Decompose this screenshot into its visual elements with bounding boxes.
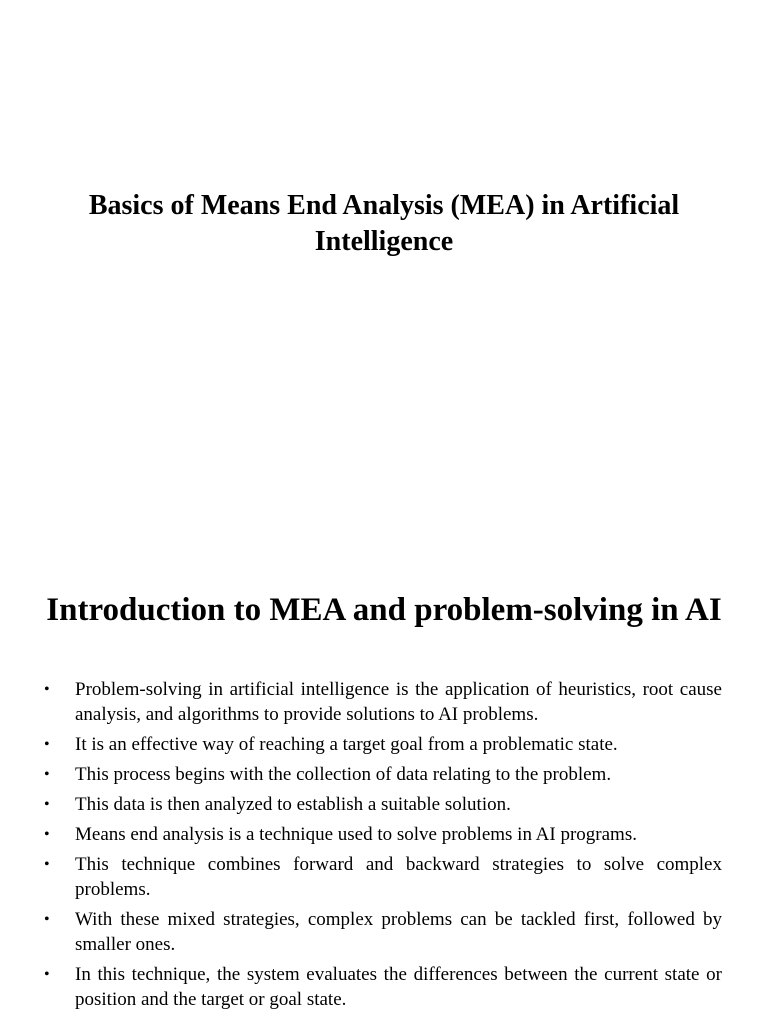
slide-introduction (0, 576, 768, 1024)
bullet-text: It is an effective way of reaching a target goal from a problematic state. (75, 734, 618, 755)
bullet-icon: • (44, 966, 50, 983)
bullet-item (44, 822, 722, 847)
bullet-text: In this technique, the system evaluates the differences between the current state or position and the target or goal state. (75, 964, 722, 1010)
bullet-item (44, 677, 722, 727)
bullet-text: This technique combines forward and backward strategies to solve complex problems. (75, 854, 722, 900)
bullet-text: With these mixed strategies, complex problems can be tackled first, followed by smaller ones. (75, 909, 722, 955)
bullet-text: Means end analysis is a technique used to solve problems in AI programs. (75, 824, 637, 845)
bullet-item (44, 732, 722, 757)
bullet-icon: • (44, 826, 50, 843)
bullet-icon: • (44, 796, 50, 813)
bullet-item (44, 852, 722, 902)
presentation-title: Basics of Means End Analysis (MEA) in Artificial Intelligence (88, 190, 680, 257)
bullet-list (44, 677, 722, 1017)
bullet-item (44, 792, 722, 817)
bullet-icon: • (44, 681, 50, 698)
bullet-item (44, 907, 722, 957)
bullet-text: This process begins with the collection of data relating to the problem. (75, 764, 612, 785)
bullet-icon: • (44, 911, 50, 928)
bullet-text: Problem-solving in artificial intelligence is the application of heuristics, root cause analysis, and algorithms to provide solutions to AI problems. (75, 679, 722, 725)
bullet-icon: • (44, 856, 50, 873)
bullet-item (44, 962, 722, 1012)
bullet-text: This data is then analyzed to establish a suitable solution. (75, 794, 511, 815)
bullet-item (44, 762, 722, 787)
bullet-icon: • (44, 736, 50, 753)
slide-heading: Introduction to MEA and problem-solving in AI (46, 592, 722, 628)
bullet-icon: • (44, 766, 50, 783)
